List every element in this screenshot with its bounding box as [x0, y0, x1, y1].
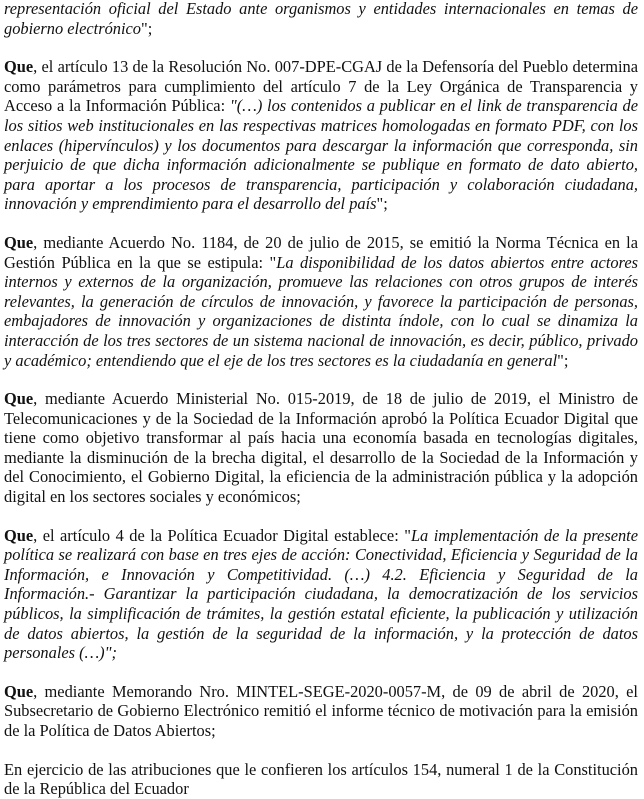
plain-text: "; [557, 350, 569, 370]
plain-text: , mediante Acuerdo No. 1184, de 20 de julio de 2015, se emitió la Norma Técnica en la Gestión Pública en la que se estipula: " [4, 232, 638, 272]
plain-text: , mediante Memorando Nro. MINTEL-SEGE-2020-0057-M, de 09 de abril de 2020, el Subsecretario de Gobierno Electrónico remitió el informe técnico de motivación para la emisión de la Política de Datos Abiertos; [4, 681, 638, 740]
que-keyword: Que [4, 681, 34, 701]
quoted-text: "(…) los contenidos a publicar en el link de transparencia de los sitios web institucionales en las respectivas matrices homologadas en formato PDF, con los enlaces (hipervínculos) y los documentos para descargar la información que corresponda, sin perjuicio de que dicha información adicionalmente se publique en formato de dato abierto, para aportar a los procesos de transparencia, participación y colaboración ciudadana, innovación y emprendimiento para el desarrollo del país [4, 96, 638, 214]
que-keyword: Que [4, 57, 34, 77]
paragraph-continuation [4, 0, 638, 38]
plain-text: , el artículo 4 de la Política Ecuador Digital establece: " [33, 525, 411, 545]
paragraph-articulo-4 [4, 526, 638, 663]
quoted-text: La implementación de la presente política se realizará con base en tres ejes de acción: Conectividad, Eficiencia y Seguridad de la Información, e Innovación y Competitividad. (…) 4.2. Eficiencia y Seguridad de la Información.- Garantizar la participación ciudadana, la democratización de los servicios públicos, la simplificación de trámites, la gestión estatal eficiente, la publicación y utilización de datos abiertos, la gestión de la seguridad de la información, y la protección de datos personales (…)"; [4, 525, 638, 663]
paragraph-article-13 [4, 57, 638, 214]
que-keyword: Que [4, 525, 34, 545]
plain-text: "; [376, 194, 388, 214]
plain-text: , mediante Acuerdo Ministerial No. 015-2019, de 18 de julio de 2019, el Ministro de Telecomunicaciones y de la Sociedad de la Información aprobó la Política Ecuador Digital que tiene como objetivo transformar al país hacia una economía basada en tecnologías digitales, mediante la disminución de la brecha digital, el desarrollo de la Sociedad de la Información y del Conocimiento, el Gobierno Digital, la eficiencia de la administración pública y la adopción digital en los sectores sociales y económicos; [4, 389, 638, 507]
que-keyword: Que [4, 389, 34, 409]
paragraph-memorando [4, 682, 638, 741]
plain-text: "; [141, 18, 153, 38]
paragraph-en-ejercicio [4, 760, 638, 799]
paragraph-acuerdo-1184 [4, 233, 638, 370]
quoted-text: representación oficial del Estado ante organismos y entidades internacionales en temas de gobierno electrónico [4, 0, 638, 38]
paragraph-acuerdo-015-2019 [4, 389, 638, 507]
document-page [4, 0, 638, 799]
quoted-text: La disponibilidad de los datos abiertos entre actores internos y externos de la organización, promueve las relaciones con otros grupos de interés relevantes, la generación de círculos de innovación, y favorece la participación de personas, embajadores de innovación y organizaciones de distinta índole, con lo cual se dinamiza la interacción de los tres sectores de un sistema nacional de innovación, es decir, público, privado y académico; entendiendo que el eje de los tres sectores es la ciudadanía en general [4, 252, 638, 370]
plain-text: , el artículo 13 de la Resolución No. 007-DPE-CGAJ de la Defensoría del Pueblo determina como parámetros para cumplimiento del artículo 7 de la Ley Orgánica de Transparencia y Acceso a la Información Pública: [4, 57, 638, 116]
plain-text: En ejercicio de las atribuciones que le confieren los artículos 154, numeral 1 de la Constitución de la República del Ecuador [4, 759, 638, 799]
que-keyword: Que [4, 232, 34, 252]
